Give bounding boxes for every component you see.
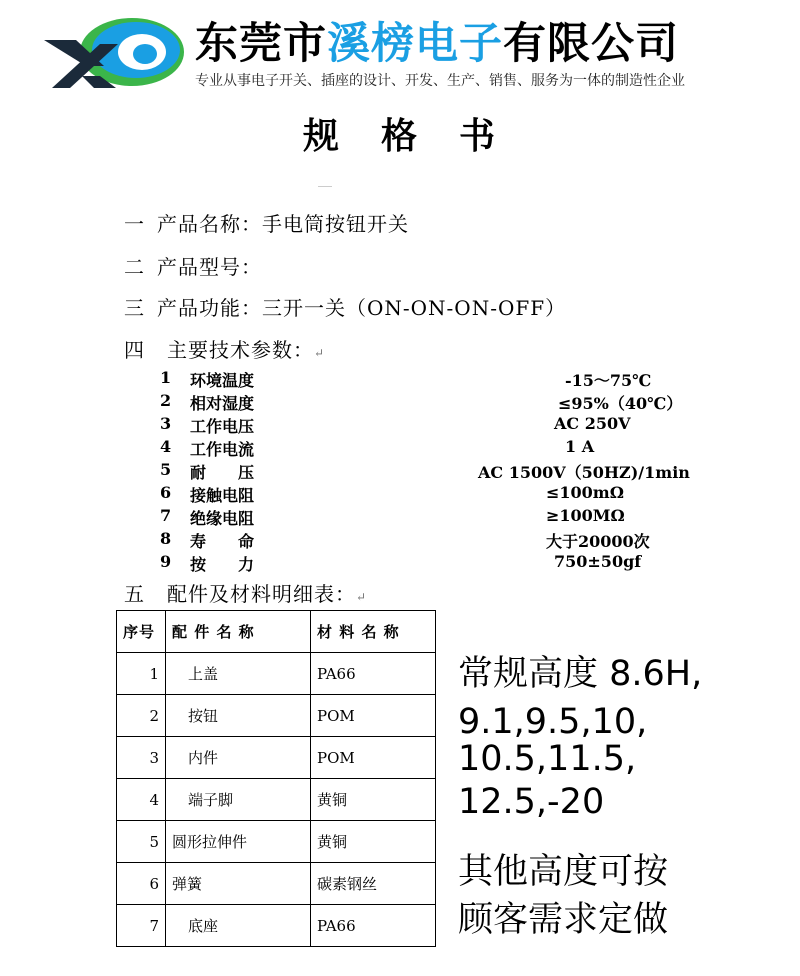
custom-note-line: 其他高度可按 <box>458 852 669 892</box>
section-product-model: 二 产品型号： <box>124 255 262 279</box>
cell-material: POM <box>311 695 436 737</box>
table-row <box>117 863 436 905</box>
cell-material: 黄铜 <box>311 779 436 821</box>
cell-index: 3 <box>117 737 166 779</box>
param-row: 9 按 力 750±50gf <box>160 552 642 574</box>
table-row <box>117 653 436 695</box>
cell-part: 底座 <box>166 905 311 947</box>
section-tech-params: 四 主要技术参数：↵ <box>124 338 326 362</box>
table-row <box>117 821 436 863</box>
table-row <box>117 695 436 737</box>
company-slogan: 专业从事电子开关、插座的设计、开发、生产、销售、服务为一体的制造性企业 <box>195 73 685 89</box>
parts-table <box>116 610 436 947</box>
cell-index: 5 <box>117 821 166 863</box>
company-logo <box>42 14 192 94</box>
param-row: 7 绝缘电阻 ≥100MΩ <box>160 506 625 528</box>
cell-part: 端子脚 <box>166 779 311 821</box>
height-note-line: 10.5,11.5, <box>458 739 637 779</box>
table-header-row <box>117 611 436 653</box>
cell-material: PA66 <box>311 653 436 695</box>
company-name: 东莞市溪榜电子有限公司 <box>195 19 679 69</box>
param-row: 8 寿 命 大于20000次 <box>160 529 650 551</box>
header-cell-material: 材 料 名 称 <box>311 611 436 653</box>
cell-material: POM <box>311 737 436 779</box>
cell-material: 碳素钢丝 <box>311 863 436 905</box>
cell-part: 上盖 <box>166 653 311 695</box>
cell-index: 7 <box>117 905 166 947</box>
param-row: 1 环境温度 -15～75℃ <box>160 368 652 390</box>
custom-note-line: 顾客需求定做 <box>458 900 669 940</box>
header-cell-index: 序号 <box>117 611 166 653</box>
cell-index: 6 <box>117 863 166 905</box>
param-row: 4 工作电流 1 A <box>160 437 595 459</box>
cell-index: 2 <box>117 695 166 737</box>
cell-index: 1 <box>117 653 166 695</box>
param-row: 6 接触电阻 ≤100mΩ <box>160 483 624 505</box>
table-row <box>117 905 436 947</box>
document-title: 规 格 书 <box>302 115 498 157</box>
divider <box>318 186 332 187</box>
cell-material: PA66 <box>311 905 436 947</box>
height-note-line: 9.1,9.5,10, <box>458 702 648 742</box>
cell-part: 按钮 <box>166 695 311 737</box>
cell-part: 内件 <box>166 737 311 779</box>
height-note-line: 12.5,-20 <box>458 782 605 822</box>
section-product-name: 一 产品名称：手电筒按钮开关 <box>124 212 409 236</box>
height-note-line: 常规高度 8.6H, <box>458 654 703 694</box>
cell-part: 弹簧 <box>166 863 311 905</box>
param-row: 5 耐 压 AC 1500V（50HZ)/1min <box>160 460 690 482</box>
cell-index: 4 <box>117 779 166 821</box>
param-row: 3 工作电压 AC 250V <box>160 414 631 436</box>
header-cell-part: 配 件 名 称 <box>166 611 311 653</box>
cell-part: 圆形拉伸件 <box>166 821 311 863</box>
table-row <box>117 779 436 821</box>
cell-material: 黄铜 <box>311 821 436 863</box>
param-row: 2 相对湿度 ≤95%（40℃） <box>160 391 683 413</box>
section-parts-table: 五 配件及材料明细表：↵ <box>124 582 368 606</box>
table-row <box>117 737 436 779</box>
section-product-function: 三 产品功能：三开一关（ON-ON-ON-OFF） <box>124 296 567 320</box>
